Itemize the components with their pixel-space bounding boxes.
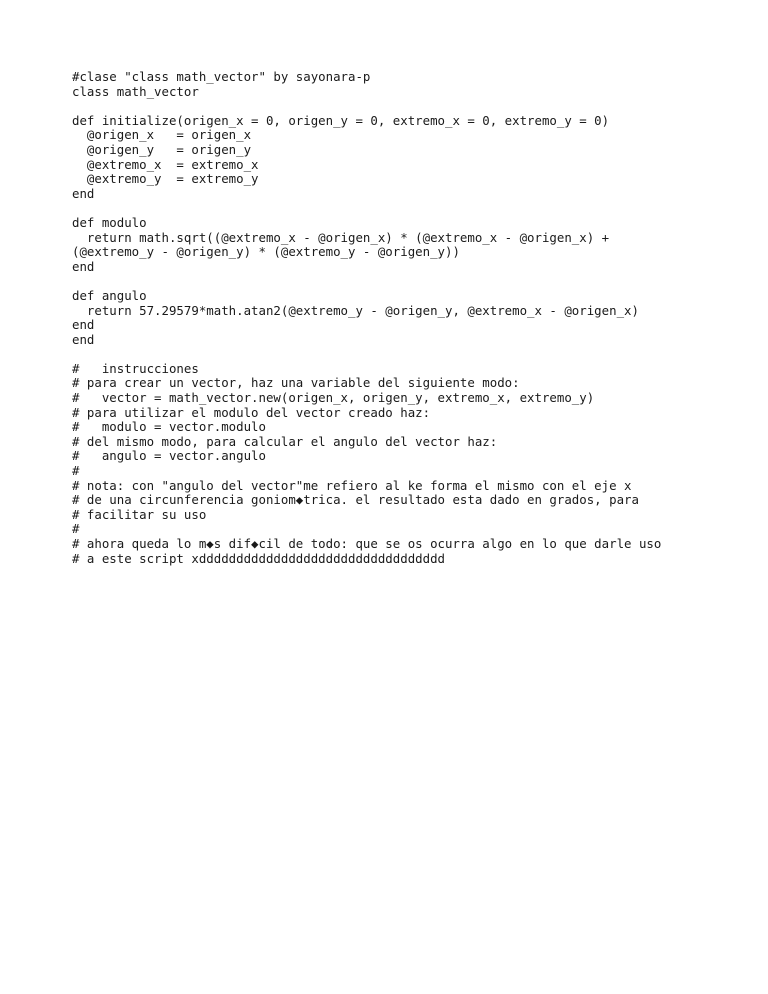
- code-line: (@extremo_y - @origen_y) * (@extremo_y - @origen_y)): [72, 244, 460, 260]
- code-line: # ahora queda lo m◆s dif◆cil de todo: que se os ocurra algo en lo que darle uso: [72, 536, 662, 551]
- code-line: # instrucciones: [72, 360, 199, 376]
- code-line: [72, 274, 661, 289]
- code-line: # para utilizar el modulo del vector creado haz:: [72, 404, 431, 420]
- code-line: return 57.29579*math.atan2(@extremo_y - @origen_y, @extremo_x - @origen_x): [72, 302, 639, 318]
- code-line: #: [72, 521, 80, 537]
- code-line: # nota: con "angulo del vector"me refiero al ke forma el mismo con el eje x: [72, 477, 632, 493]
- code-line: # para crear un vector, haz una variable del siguiente modo:: [72, 375, 520, 391]
- code-line: def angulo: [72, 287, 147, 303]
- code-line: end: [72, 317, 95, 333]
- code-line: #: [72, 463, 80, 479]
- code-line: @origen_x = origen_x: [72, 127, 252, 143]
- code-line: def initialize(origen_x = 0, origen_y = 0, extremo_x = 0, extremo_y = 0): [72, 112, 610, 128]
- code-line: # vector = math_vector.new(origen_x, origen_y, extremo_x, extremo_y): [72, 390, 595, 406]
- code-line: class math_vector: [72, 83, 199, 99]
- code-line: @extremo_y = extremo_y: [72, 171, 259, 187]
- code-line: end: [72, 258, 95, 274]
- code-listing: [72, 70, 661, 566]
- code-line: # a este script xddddddddddddddddddddddddddddddddd: [72, 550, 445, 566]
- code-line: # angulo = vector.angulo: [72, 448, 266, 464]
- code-line: # modulo = vector.modulo: [72, 419, 266, 435]
- code-line: @extremo_x = extremo_x: [72, 156, 259, 172]
- code-line: #clase "class math_vector" by sayonara-p: [72, 69, 371, 84]
- code-line: @origen_y = origen_y: [72, 141, 252, 157]
- code-line: [72, 347, 661, 362]
- code-line: # de una circunferencia goniom◆trica. el resultado esta dado en grados, para: [72, 492, 639, 508]
- code-line: def modulo: [72, 214, 147, 230]
- code-line: # facilitar su uso: [72, 506, 207, 522]
- code-line: # del mismo modo, para calcular el angulo del vector haz:: [72, 433, 498, 449]
- code-line: end: [72, 185, 95, 201]
- code-line: [72, 201, 661, 216]
- code-line: [72, 99, 661, 114]
- code-line: end: [72, 331, 95, 347]
- code-line: return math.sqrt((@extremo_x - @origen_x) * (@extremo_x - @origen_x) +: [72, 229, 610, 245]
